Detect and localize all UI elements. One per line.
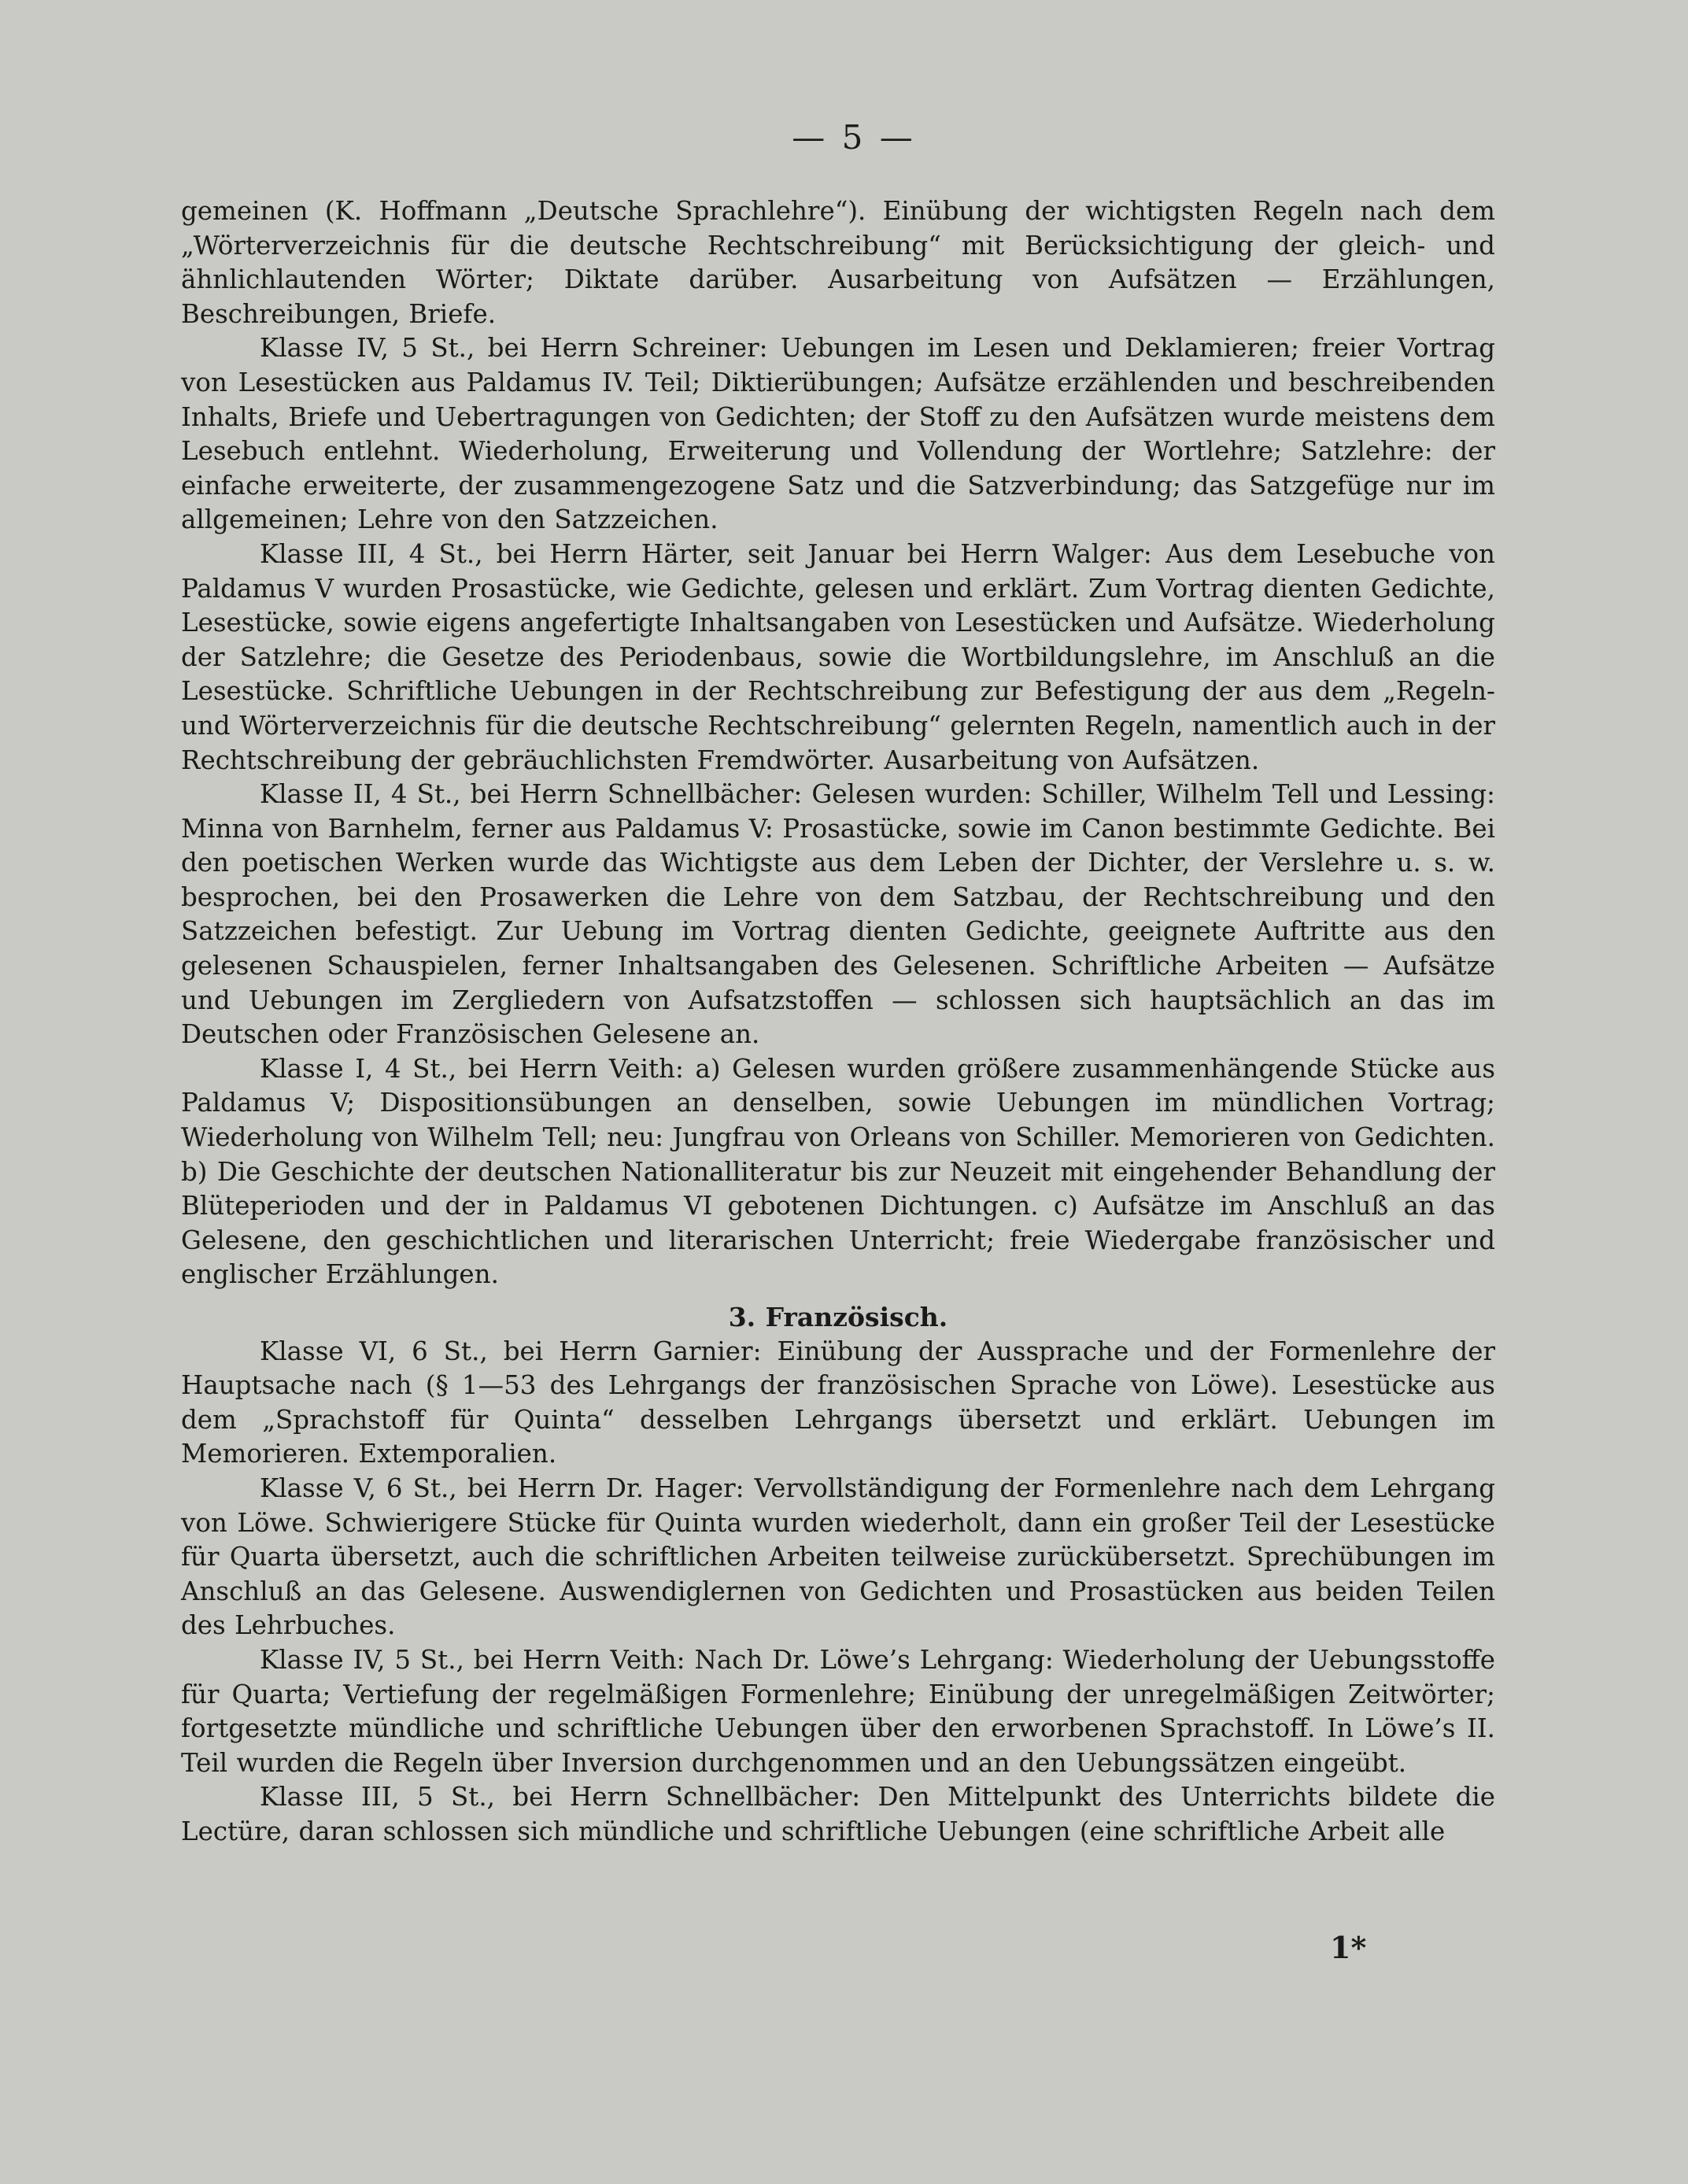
paragraph: Klasse IV, 5 St., bei Herrn Veith: Nach Dr. Löwe’s Lehrgang: Wiederholung der Uebungsstoffe für Quarta; Vertiefung der regelmäßigen Formenlehre; Einübung der unregelmäßigen Zeitwörter; fortgesetzte mündliche und schriftliche Uebungen über den erworbenen Sprachstoff. In Löwe’s II. Teil wurden die Regeln über Inversion durchgenommen und an den Uebungssätzen eingeübt. xyxy=(181,1644,1495,1778)
paragraph: Klasse I, 4 St., bei Herrn Veith: a) Gelesen wurden größere zusammenhängende Stücke aus Paldamus V; Dispositionsübungen an denselben, sowie Uebungen im mündlichen Vortrag; Wiederholung von Wilhelm Tell; neu: Jungfrau von Orleans von Schiller. Memorieren von Gedichten. b) Die Geschichte der deutschen Nationalliteratur bis zur Neuzeit mit eingehender Behandlung der Blüteperioden und der in Paldamus VI gebotenen Dichtungen. c) Aufsätze im Anschluß an das Gelesene, den geschichtlichen und literarischen Unterricht; freie Wiedergabe französischer und englischer Erzählungen. xyxy=(181,1053,1495,1290)
paragraph: Klasse V, 6 St., bei Herrn Dr. Hager: Vervollständigung der Formenlehre nach dem Lehrgang von Löwe. Schwierigere Stücke für Quinta wurden wiederholt, dann ein großer Teil der Lesestücke für Quarta übersetzt, auch die schriftlichen Arbeiten teilweise zurückübersetzt. Sprechübungen im Anschluß an das Gelesene. Auswendiglernen von Gedichten und Prosastücken aus beiden Teilen des Lehrbuches. xyxy=(181,1473,1495,1641)
paragraph: Klasse II, 4 St., bei Herrn Schnellbächer: Gelesen wurden: Schiller, Wilhelm Tell und Lessing: Minna von Barnhelm, ferner aus Paldamus V: Prosastücke, sowie im Canon bestimmte Gedichte. Bei den poetischen Werken wurde das Wichtigste aus dem Leben der Dichter, der Verslehre u. s. w. besprochen, bei den Prosawerken die Lehre von dem Satzbau, der Rechtschreibung und den Satzzeichen befestigt. Zur Uebung im Vortrag dienten Gedichte, geeignete Auftritte aus den gelesenen Schauspielen, ferner Inhaltsangaben des Gelesenen. Schriftliche Arbeiten — Aufsätze und Uebungen im Zergliedern von Aufsatzstoffen — schlossen sich hauptsächlich an das im Deutschen oder Französischen Gelesene an. xyxy=(181,779,1495,1050)
page-number: — 5 — xyxy=(792,118,916,157)
signature-mark: 1* xyxy=(1330,1930,1367,1965)
paragraph: Klasse III, 5 St., bei Herrn Schnellbächer: Den Mittelpunkt des Unterrichts bildete die Lectüre, daran schlossen sich mündliche und schriftliche Uebungen (eine schriftliche Arbeit alle xyxy=(181,1782,1495,1846)
paragraph: gemeinen (K. Hoffmann „Deutsche Sprachlehre“). Einübung der wichtigsten Regeln nach dem „Wörterverzeichnis für die deutsche Rechtschreibung“ mit Berücksichtigung der gleich- und ähnlichlautenden Wörter; Diktate darüber. Ausarbeitung von Aufsätzen — Erzählungen, Beschreibungen, Briefe. xyxy=(181,196,1495,329)
paragraph: Klasse IV, 5 St., bei Herrn Schreiner: Uebungen im Lesen und Deklamieren; freier Vortrag von Lesestücken aus Paldamus IV. Teil; Diktierübungen; Aufsätze erzählenden und beschreibenden Inhalts, Briefe und Uebertragungen von Gedichten; der Stoff zu den Aufsätzen wurde meistens dem Lesebuch entlehnt. Wiederholung, Erweiterung und Vollendung der Wortlehre; Satzlehre: der einfache erweiterte, der zusammengezogene Satz und die Satzverbindung; das Satzgefüge nur im allgemeinen; Lehre von den Satzzeichen. xyxy=(181,333,1495,535)
paragraph: Klasse VI, 6 St., bei Herrn Garnier: Einübung der Aussprache und der Formenlehre der Hauptsache nach (§ 1—53 des Lehrgangs der französischen Sprache von Löwe). Lesestücke aus dem „Sprachstoff für Quinta“ desselben Lehrgangs übersetzt und erklärt. Uebungen im Memorieren. Extemporalien. xyxy=(181,1336,1495,1469)
section-heading: 3. Französisch. xyxy=(728,1302,948,1332)
body-text xyxy=(181,194,1495,1850)
paragraph: Klasse III, 4 St., bei Herrn Härter, seit Januar bei Herrn Walger: Aus dem Lesebuche von Paldamus V wurden Prosastücke, wie Gedichte, gelesen und erklärt. Zum Vortrag dienten Gedichte, Lesestücke, sowie eigens angefertigte Inhaltsangaben von Lesestücken und Aufsätze. Wiederholung der Satzlehre; die Gesetze des Periodenbaus, sowie die Wortbildungslehre, im Anschluß an die Lesestücke. Schriftliche Uebungen in der Rechtschreibung zur Befestigung der aus dem „Regeln- und Wörterverzeichnis für die deutsche Rechtschreibung“ gelernten Regeln, namentlich auch in der Rechtschreibung der gebräuchlichsten Fremdwörter. Ausarbeitung von Aufsätzen. xyxy=(181,538,1495,775)
